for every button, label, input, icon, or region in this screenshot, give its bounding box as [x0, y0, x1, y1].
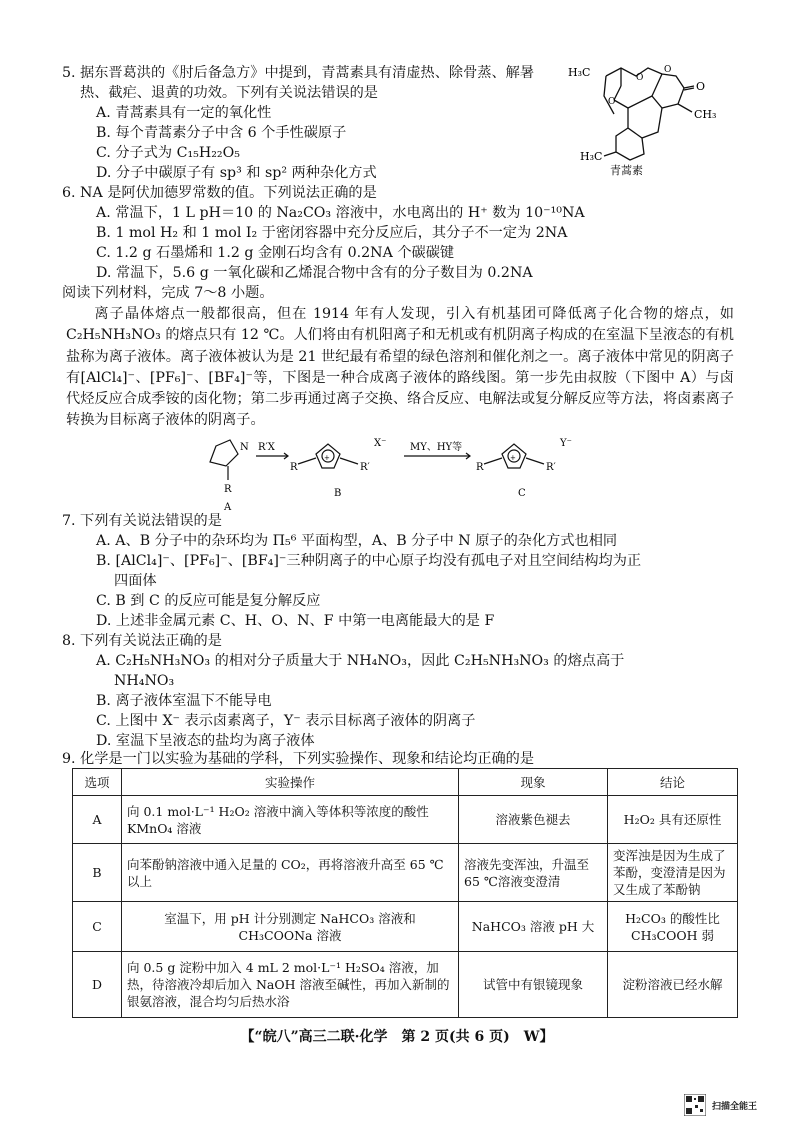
peroxide-o-label: O — [608, 97, 616, 107]
q9-stem: 9. 化学是一门以实验为基础的学科，下列实验操作、现象和结论均正确的是 — [62, 751, 535, 767]
row-c-conclusion: H₂CO₃ 的酸性比 CH₃COOH 弱 — [608, 902, 738, 952]
scheme-r-b: R — [290, 462, 298, 473]
scheme-r-a: R — [224, 484, 232, 495]
q8-option-a-line2: NH₄NO₃ — [114, 673, 175, 689]
q8-option-d: D. 室温下呈液态的盐均为离子液体 — [96, 733, 315, 749]
experiment-table — [72, 768, 738, 1018]
h3c-bottom-label: H₃C — [580, 150, 603, 163]
q5-option-d: D. 分子中碳原子有 sp³ 和 sp² 两种杂化方式 — [96, 165, 377, 181]
carbonyl-o-label: O — [696, 80, 706, 93]
scheme-label-c: C — [518, 488, 526, 499]
header-phenomenon: 现象 — [459, 769, 608, 796]
q5-stem-line1: 5. 据东晋葛洪的《肘后备急方》中提到，青蒿素具有清虚热、除骨蒸、解暑 — [62, 65, 535, 81]
row-c-phenomenon: NaHCO₃ 溶液 pH 大 — [459, 902, 608, 952]
q5-option-c: C. 分子式为 C₁₅H₂₂O₅ — [96, 145, 240, 161]
row-a-conclusion: H₂O₂ 具有还原性 — [608, 796, 738, 844]
table-header-row — [73, 769, 738, 796]
scheme-y-minus: Y⁻ — [560, 438, 572, 449]
row-a-operation: 向 0.1 mol·L⁻¹ H₂O₂ 溶液中滴入等体积等浓度的酸性 KMnO₄ 溶液 — [122, 796, 459, 844]
row-c-operation: 室温下，用 pH 计分别测定 NaHCO₃ 溶液和 CH₃COONa 溶液 — [122, 902, 459, 952]
table-row — [73, 796, 738, 844]
row-d-conclusion: 淀粉溶液已经水解 — [608, 952, 738, 1018]
scheme-label-b: B — [334, 488, 342, 499]
scheme-rprime-b: R′ — [360, 462, 370, 473]
scheme-label-a: A — [224, 502, 232, 513]
passage: 离子晶体熔点一般都很高，但在 1914 年有人发现，引入有机基团可降低离子化合物的熔点，如 C₂H₅NH₃NO₃ 的熔点只有 12 ℃。人们将由有机阳离子和无机或有机阴离子构成的在室温下呈液态的有机盐称为离子液体。离子液体被认为是 21 世纪最有希望的绿色溶剂和催化剂之一。离子液体中常见的阴离子有[AlCl₄]⁻、[PF₆]⁻、[BF₄]⁻等，下图是一种合成离子液体的路线图。第一步先由叔胺（下图中 A）与卤代烃反应合成季铵的卤化物；第二步再通过离子交换、络合反应、电解法或复分解反应等方法，将卤素离子转换为目标离子液体的阴离子。 — [66, 306, 734, 429]
row-a-option: A — [73, 796, 122, 844]
header-conclusion: 结论 — [608, 769, 738, 796]
q7-option-b-line1: B. [AlCl₄]⁻、[PF₆]⁻、[BF₄]⁻三种阴离子的中心原子均没有孤电子对且空间结构均为正 — [96, 553, 642, 569]
scanner-stamp — [684, 1092, 776, 1118]
table-row — [73, 952, 738, 1018]
plus-b: + — [324, 454, 330, 462]
row-c-option: C — [73, 902, 122, 952]
q5-option-a: A. 青蒿素具有一定的氧化性 — [96, 105, 272, 121]
table-row — [73, 902, 738, 952]
header-option: 选项 — [73, 769, 122, 796]
synthesis-scheme — [194, 434, 614, 514]
ester-o-label: O — [664, 65, 672, 75]
q7-option-d: D. 上述非金属元素 C、H、O、N、F 中第一电离能最大的是 F — [96, 613, 495, 629]
artemisinin-structure — [566, 56, 736, 176]
q6-option-d: D. 常温下，5.6 g 一氧化碳和乙烯混合物中含有的分子数目为 0.2NA — [96, 265, 533, 281]
scheme-reagent2: MY、HY等 — [410, 442, 463, 453]
plus-c: + — [510, 454, 516, 462]
q8-option-a-line1: A. C₂H₅NH₃NO₃ 的相对分子质量大于 NH₄NO₃，因此 C₂H₅NH₃NO₃ 的熔点高于 — [96, 653, 625, 669]
scanner-stamp-text: 扫描全能王 — [712, 1102, 758, 1112]
h3c-top-label: H₃C — [568, 66, 591, 79]
row-b-phenomenon: 溶液先变浑浊，升温至 65 ℃溶液变澄清 — [459, 844, 608, 902]
ring-o-label: O — [636, 73, 644, 83]
q5-stem-line2: 热、截疟、退黄的功效。下列有关说法错误的是 — [80, 85, 378, 101]
q8-stem: 8. 下列有关说法正确的是 — [62, 633, 222, 649]
row-b-conclusion: 变浑浊是因为生成了苯酚，变澄清是因为又生成了苯酚钠 — [608, 844, 738, 902]
q7-option-b-line2: 四面体 — [114, 573, 157, 589]
reading-intro: 阅读下列材料，完成 7～8 小题。 — [62, 285, 274, 301]
scheme-rprime-c: R′ — [546, 462, 556, 473]
page-footer: 【“皖八”高三二联·化学 第 2 页(共 6 页) W】 — [240, 1029, 554, 1045]
q6-option-b: B. 1 mol H₂ 和 1 mol I₂ 于密闭容器中充分反应后，其分子不一定为 2NA — [96, 225, 568, 241]
q8-option-c: C. 上图中 X⁻ 表示卤素离子，Y⁻ 表示目标离子液体的阴离子 — [96, 713, 476, 729]
row-d-operation: 向 0.5 g 淀粉中加入 4 mL 2 mol·L⁻¹ H₂SO₄ 溶液，加热，待溶液冷却后加入 NaOH 溶液至碱性，再加入新制的银氨溶液，混合均匀后热水浴 — [122, 952, 459, 1018]
row-b-operation: 向苯酚钠溶液中通入足量的 CO₂，再将溶液升高至 65 ℃以上 — [122, 844, 459, 902]
ch3-right-label: CH₃ — [694, 108, 717, 121]
q6-option-a: A. 常温下，1 L pH＝10 的 Na₂CO₃ 溶液中，水电离出的 H⁺ 数为 10⁻¹⁰NA — [96, 205, 585, 221]
qr-code-icon — [684, 1094, 706, 1116]
row-d-option: D — [73, 952, 122, 1018]
artemisinin-caption: 青蒿素 — [610, 164, 643, 176]
scheme-r-c: R — [476, 462, 484, 473]
row-b-option: B — [73, 844, 122, 902]
q7-option-c: C. B 到 C 的反应可能是复分解反应 — [96, 593, 321, 609]
table-row — [73, 844, 738, 902]
header-operation: 实验操作 — [122, 769, 459, 796]
scheme-n-a: N — [240, 442, 249, 453]
q6-option-c: C. 1.2 g 石墨烯和 1.2 g 金刚石均含有 0.2NA 个碳碳键 — [96, 245, 455, 261]
scheme-x-minus: X⁻ — [374, 438, 387, 449]
q8-option-b: B. 离子液体室温下不能导电 — [96, 693, 272, 709]
q7-option-a: A. A、B 分子中的杂环均为 Π₅⁶ 平面构型，A、B 分子中 N 原子的杂化方式也相同 — [96, 533, 618, 549]
row-a-phenomenon: 溶液紫色褪去 — [459, 796, 608, 844]
q5-option-b: B. 每个青蒿素分子中含 6 个手性碳原子 — [96, 125, 347, 141]
q6-stem: 6. NA 是阿伏加德罗常数的值。下列说法正确的是 — [62, 185, 377, 201]
scheme-reagent1: R′X — [258, 442, 275, 453]
q7-stem: 7. 下列有关说法错误的是 — [62, 513, 222, 529]
row-d-phenomenon: 试管中有银镜现象 — [459, 952, 608, 1018]
